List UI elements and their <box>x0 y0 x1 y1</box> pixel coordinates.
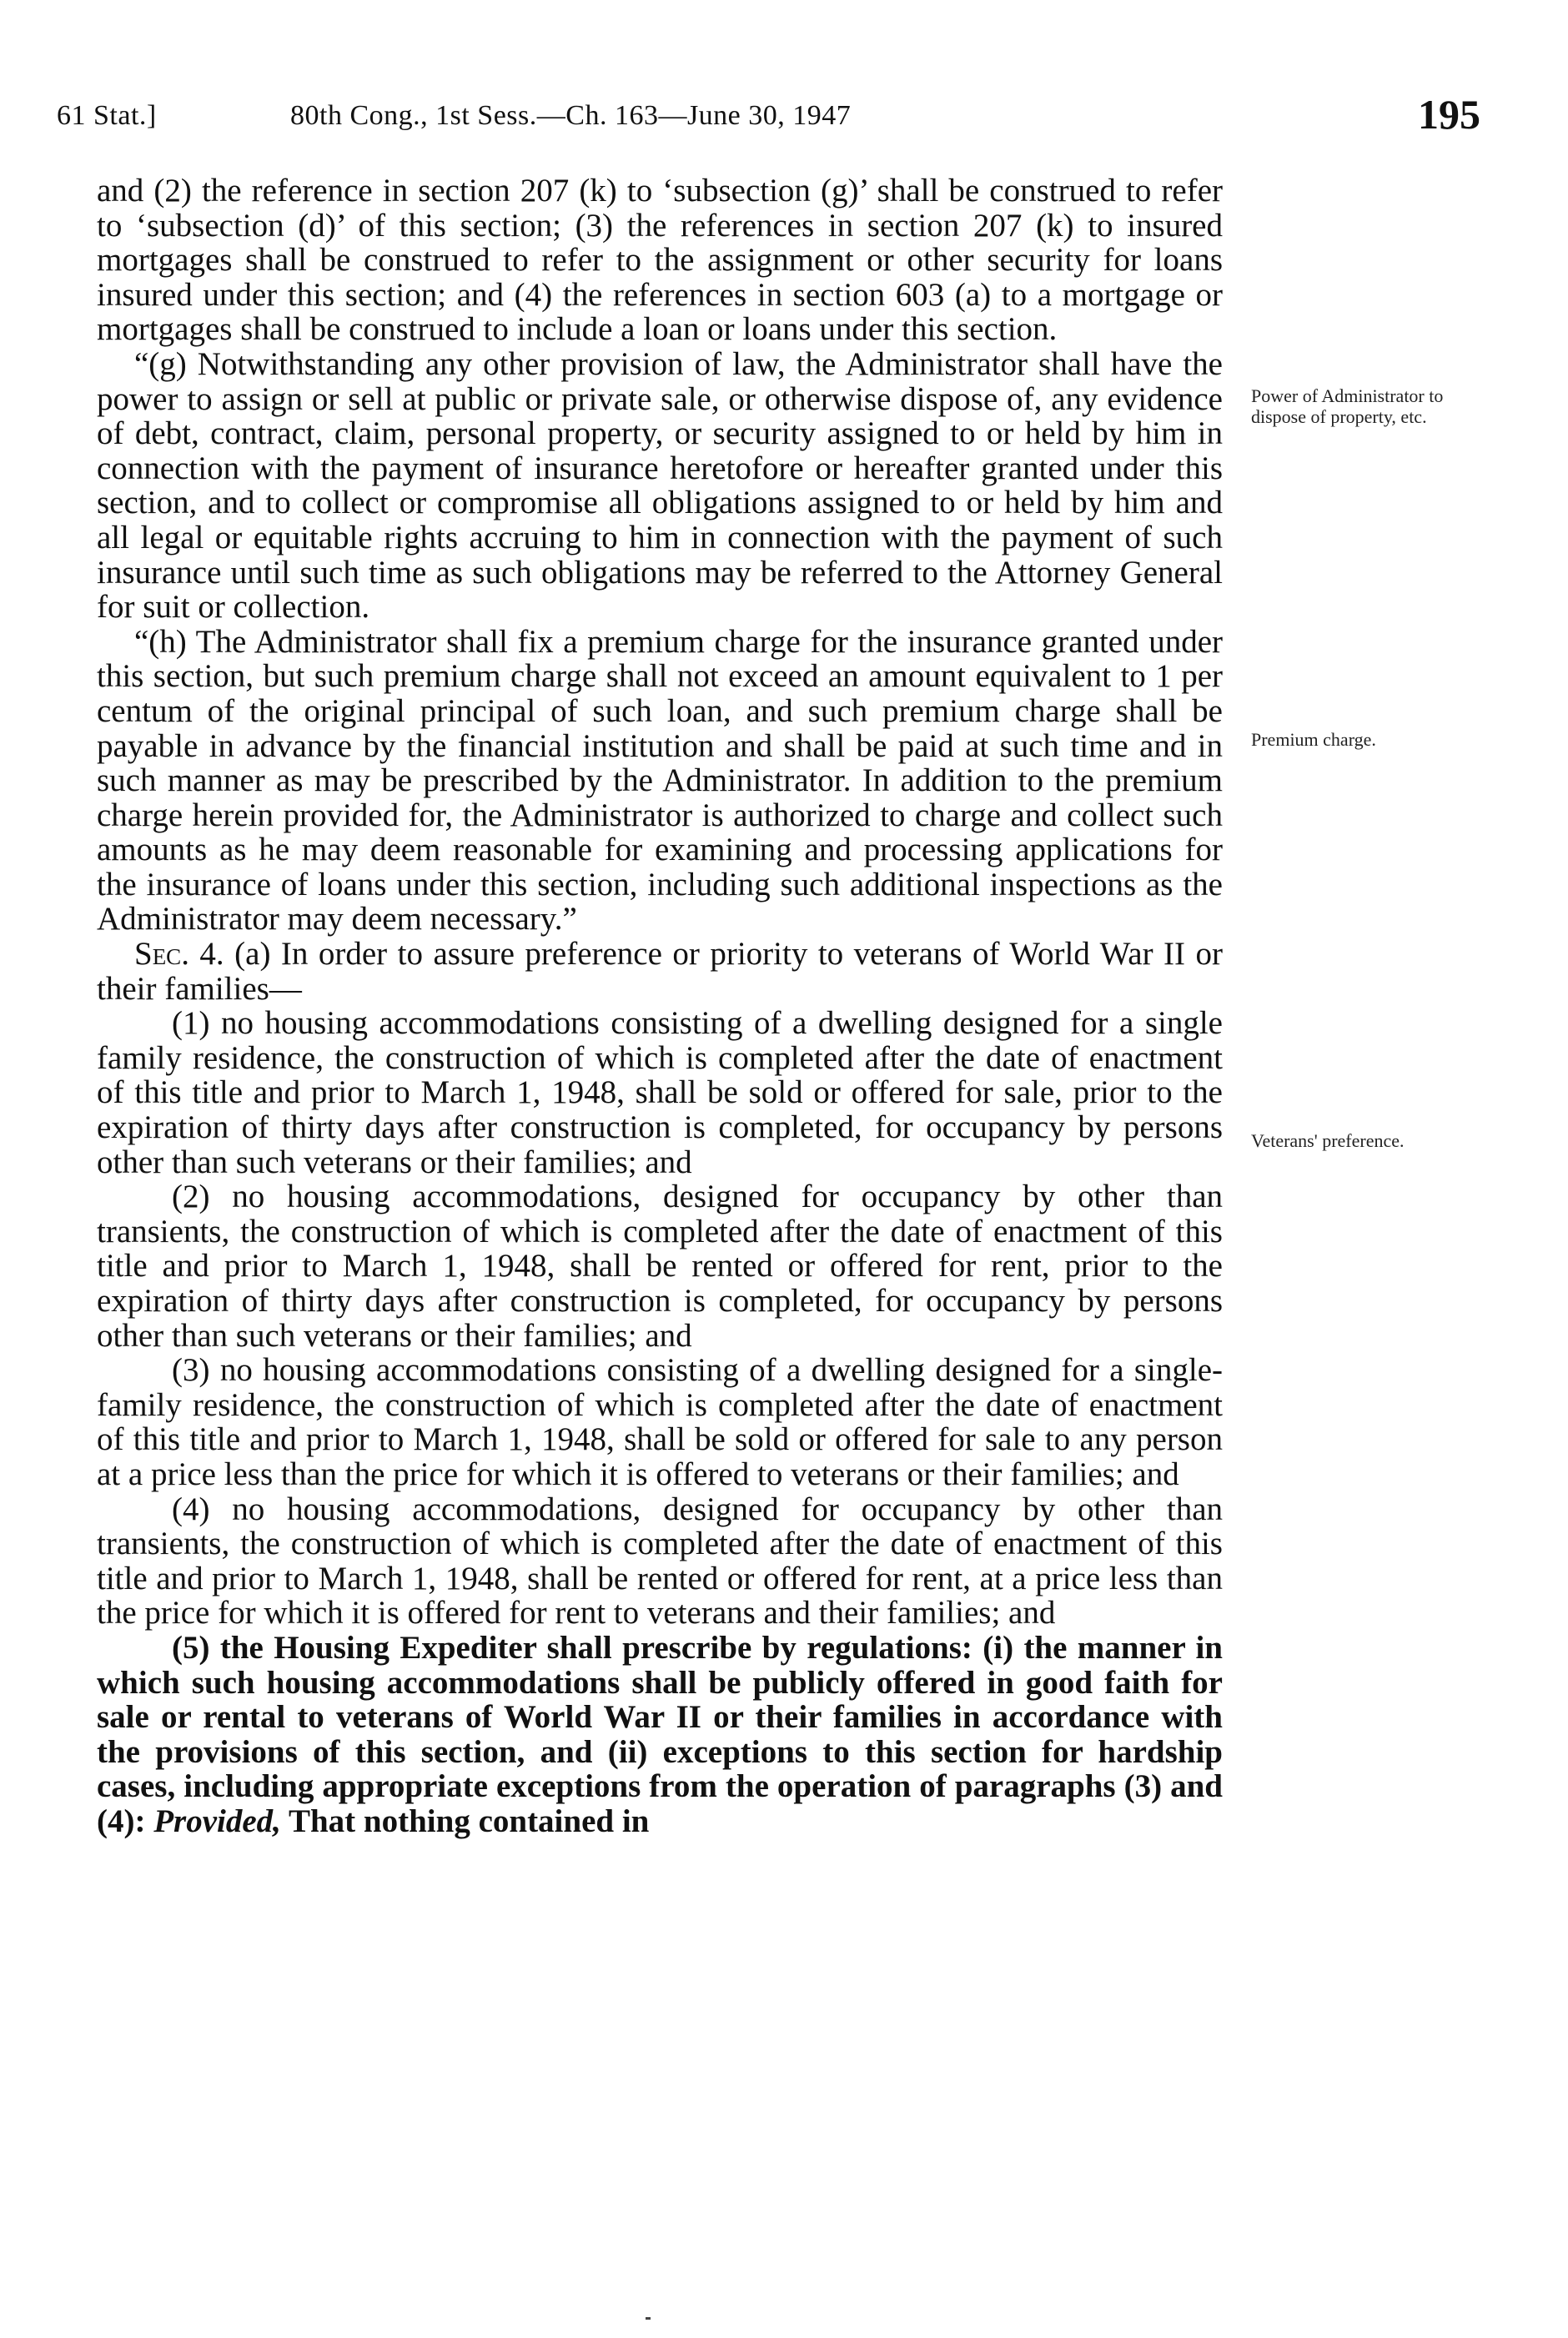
paragraph-continuation: and (2) the reference in section 207 (k) to ‘subsection (g)’ shall be construed to refer to ‘subsection (d)’ of this section; (3) the references in section 207 (k) to insured mortgages shall be construed to refer to the assignment or other security for loans insured under this section; and (4) the references in section 603 (a) to a mortgage or mortgages shall be construed to include a loan or loans under this section. <box>97 173 1223 348</box>
session-chapter-date: 80th Cong., 1st Sess.—Ch. 163—June 30, 1947 <box>290 100 852 131</box>
clause-1: (1) no housing accommodations consisting of a dwelling designed for a single family residence, the construction of which is completed after the date of enactment of this title and prior to March 1, 1948, shall be sold or offered for sale, prior to the expiration of thirty days after construction is completed, for occupancy by persons other than such veterans or their families; and <box>97 1005 1223 1180</box>
clause-2: (2) no housing accommodations, designed for occupancy by other than transients, the construction of which is completed after the date of enactment of this title and prior to March 1, 1948, shall be rented or offered for rent, prior to the expiration of thirty days after construction is completed, for occupancy by persons other than such veterans or their families; and <box>97 1179 1223 1354</box>
sidenote-veterans-preference: Veterans' preference. <box>1251 1130 1405 1151</box>
sidenote-premium-charge: Premium charge. <box>1251 729 1376 750</box>
clause-5-provided: Provided, <box>153 1803 281 1839</box>
page-header <box>0 0 1568 167</box>
section-4-label: Sec. 4. <box>134 936 224 973</box>
clause-4: (4) no housing accommodations, designed for occupancy by other than transients, the construction of which is completed after the date of enactment of this title and prior to March 1, 1948, shall be rented or offered for rent, at a price less than the price for which it is offered for rent to veterans and their families; and <box>97 1491 1223 1632</box>
page-number: 195 <box>1418 91 1480 138</box>
statute-body <box>97 173 1223 1839</box>
paragraph-subsection-g: “(g) Notwithstanding any other provision of law, the Administrator shall have the power to assign or sell at public or private sale, or otherwise dispose of, any evidence of debt, contract, claim, personal property, or security assigned to or held by him in connection with the payment of insurance heretofore or hereafter granted under this section, and to collect or compromise all obligations assigned to or held by him and all legal or equitable rights accruing to him in connection with the payment of such insurance until such time as such obligations may be referred to the Attorney General for suit or collection. <box>97 345 1223 626</box>
clause-3: (3) no housing accommodations consisting of a dwelling designed for a single-family residence, the construction of which is completed after the date of enactment of this title and prior to March 1, 1948, shall be sold or offered for sale to any person at a price less than the price for which it is offered to veterans or their families; and <box>97 1352 1223 1492</box>
paragraph-subsection-h: “(h) The Administrator shall fix a premium charge for the insurance granted under this section, but such premium charge shall not exceed an amount equivalent to 1 per centum of the original principal of such loan, and such premium charge shall be payable in advance by the financial institution and shall be paid at such time and in such manner as may be prescribed by the Administrator. In addition to the premium charge herein provided for, the Administrator is authorized to charge and collect such amounts as he may deem reasonable for examining and processing applications for the insurance of loans under this section, including such additional inspections as the Administrator may deem necessary.” <box>97 623 1223 938</box>
volume-citation: 61 Stat.] <box>57 100 157 131</box>
sidenote-power-of-administrator: Power of Administrator to dispose of property, etc. <box>1251 385 1444 427</box>
print-mark <box>646 2317 651 2320</box>
section-4-intro <box>97 937 1223 1006</box>
clause-5-text: (5) the Housing Expediter shall prescribe by regulations: (i) the manner in which such housing accommodations shall be publicly offered in good faith for sale or rental to veterans of World War II or their families in accordance with the provisions of this section, and (ii) exceptions to this section for hardship cases, including appropriate exceptions from the operation of paragraphs (3) and (4): <box>97 1629 1223 1839</box>
section-4-text: (a) In order to assure preference or priority to veterans of World War II or their families— <box>97 936 1223 1007</box>
clause-5 <box>97 1631 1223 1839</box>
clause-5-tail: That nothing contained in <box>288 1803 650 1839</box>
